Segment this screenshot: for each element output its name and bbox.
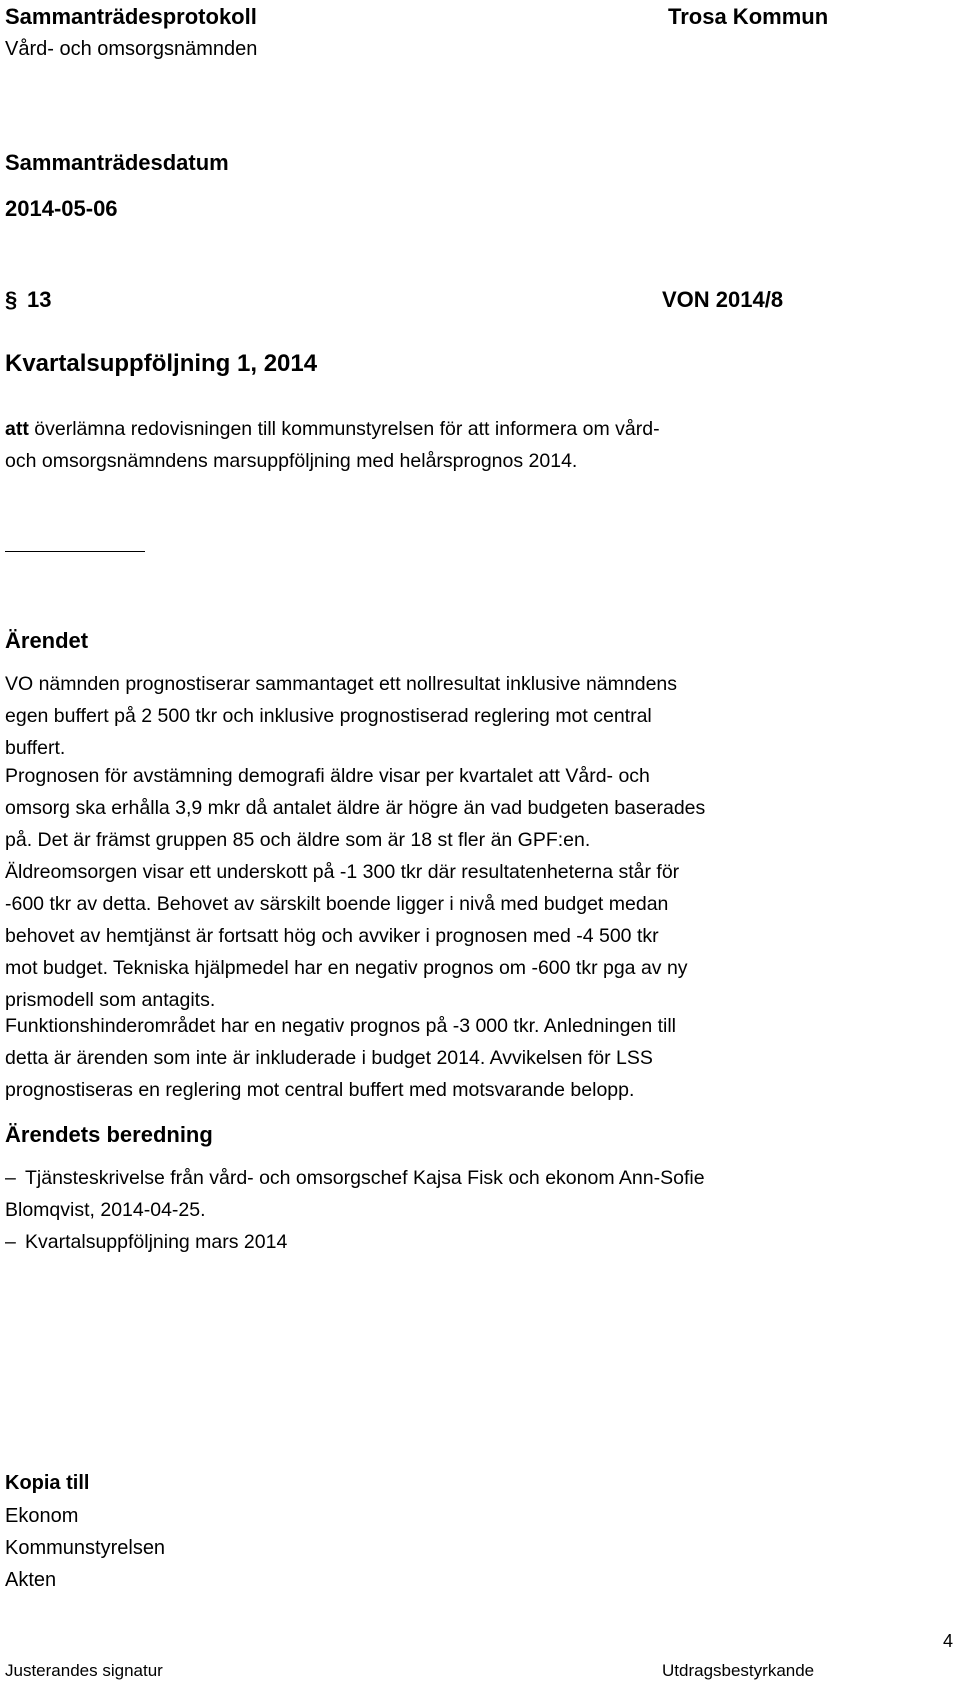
dash-bullet: – (5, 1231, 16, 1253)
list-item: – Tjänsteskrivelse från vård- och omsorgschef Kajsa Fisk och ekonom Ann-Sofie (5, 1162, 705, 1194)
list-item: – Kvartalsuppföljning mars 2014 (5, 1226, 705, 1258)
decision-line-2: och omsorgsnämndens marsuppföljning med helårsprognos 2014. (5, 450, 578, 472)
meeting-date-label: Sammanträdesdatum (5, 150, 229, 175)
beredning-list (5, 1162, 705, 1258)
decision-lead: att (5, 418, 29, 440)
recipient-item: Akten (5, 1569, 57, 1591)
committee-name: Vård- och omsorgsnämnden (5, 38, 258, 60)
document-type: Sammanträdesprotokoll (5, 4, 257, 29)
kopia-heading: Kopia till (5, 1472, 90, 1494)
dash-bullet: – (5, 1167, 16, 1189)
section-title: Kvartalsuppföljning 1, 2014 (5, 350, 318, 377)
municipality-name: Trosa Kommun (668, 4, 829, 29)
section-number: 13 (27, 287, 52, 312)
arendet-paragraph-1: VO nämnden prognostiserar sammantaget ett nollresultat inklusive nämndens egen buffert på 2 500 tkr och inklusive prognostiserad reglering mot central buffert. (5, 673, 678, 759)
arendet-paragraph-3: Äldreomsorgen visar ett underskott på -1 300 tkr där resultatenheterna står för -600 tkr av detta. Behovet av särskilt boende ligger i nivå med budget medan behovet av hemtjänst är fortsatt hög och avviker i prognosen med -4 500 tkr mot budget. Tekniska hjälpmedel har en negativ prognos om -600 tkr pga av ny prismodell som antagits. (5, 861, 688, 1011)
list-item-continuation: Blomqvist, 2014-04-25. (5, 1199, 206, 1221)
beredning-heading: Ärendets beredning (5, 1122, 213, 1147)
case-reference: VON 2014/8 (662, 287, 784, 312)
page-number: 4 (943, 1631, 954, 1651)
arendet-paragraph-2: Prognosen för avstämning demografi äldre visar per kvartalet att Vård- och omsorg ska erhålla 3,9 mkr då antalet äldre är högre än vad budgeten baserades på. Det är främst gruppen 85 och äldre som är 18 st fler än GPF:en. (5, 765, 706, 851)
recipient-item: Ekonom (5, 1505, 79, 1527)
arendet-heading: Ärendet (5, 628, 89, 653)
certifier-label: Utdragsbestyrkande (662, 1661, 815, 1680)
recipient-item: Kommunstyrelsen (5, 1537, 166, 1559)
separator-line (5, 551, 145, 552)
decision-text (5, 413, 660, 477)
signature-label: Justerandes signatur (5, 1661, 163, 1680)
section-symbol: § (5, 287, 18, 312)
meeting-date: 2014-05-06 (5, 196, 118, 221)
arendet-paragraph-4: Funktionshinderområdet har en negativ prognos på -3 000 tkr. Anledningen till detta är ärenden som inte är inkluderade i budget 2014. Avvikelsen för LSS prognostiseras en reglering mot central buffert med motsvarande belopp. (5, 1015, 677, 1101)
decision-line-1: att överlämna redovisningen till kommunstyrelsen för att informera om vård- (5, 418, 660, 440)
